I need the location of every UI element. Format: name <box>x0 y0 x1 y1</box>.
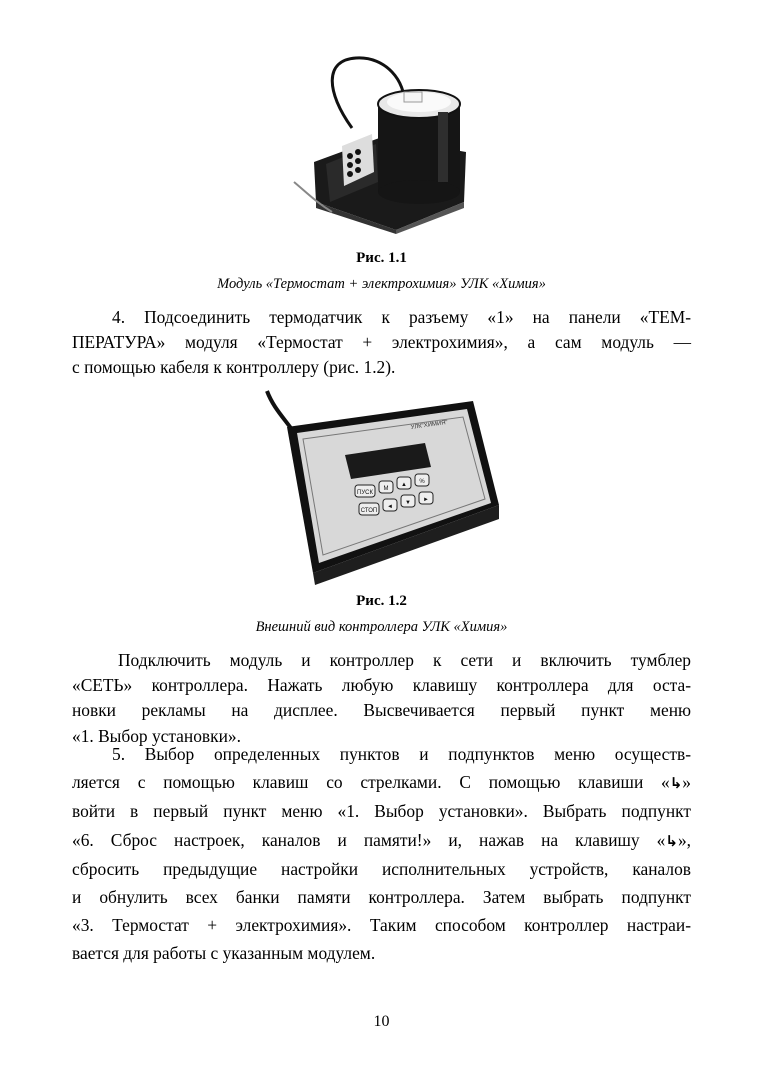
enter-key-icon: ↳ <box>665 831 678 850</box>
paragraph-line: с помощью кабеля к контроллеру (рис. 1.2). <box>72 357 396 378</box>
key-stop: СТОП <box>360 508 378 514</box>
paragraph-line: «1. Выбор установки». <box>72 725 241 746</box>
figure-1-2-caption: Внешний вид контроллера УЛК «Химия» <box>255 619 508 635</box>
page-number: 10 <box>373 1013 390 1030</box>
figure-1-1-thermostat-module-image <box>286 52 484 242</box>
paragraph-line: «СЕТЬ» контроллера. Нажать любую клавишу контроллера для оста- <box>72 675 691 696</box>
paragraph-line: Подключить модуль и контроллер к сети и включить тумблер <box>118 650 691 670</box>
paragraph-connect <box>72 648 691 749</box>
enter-key-icon: ↳ <box>669 774 683 793</box>
text-segment: » <box>682 772 691 793</box>
paragraph-line: вается для работы с указанным модулем. <box>72 943 376 964</box>
key-left: ◄ <box>387 504 393 510</box>
text-segment: «6. Сброс настроек, каналов и памяти!» и, нажав на клавишу « <box>72 829 666 850</box>
paragraph-step-5 <box>72 740 691 968</box>
figure-1-1-caption: Модуль «Термостат + электрохимия» УЛК «Химия» <box>217 276 546 292</box>
paragraph-line: «3. Термостат + электрохимия». Таким способом контроллер настраи- <box>72 915 691 936</box>
figure-1-2-number: Рис. 1.2 <box>356 593 407 609</box>
text-segment: », <box>677 829 691 850</box>
key-up: ▲ <box>401 482 407 488</box>
paragraph-line: сбросить предыдущие настройки исполнительных устройств, каналов <box>72 858 691 879</box>
paragraph-line <box>72 826 691 855</box>
paragraph-line: новки рекламы на дисплее. Высвечивается первый пункт меню <box>72 700 691 721</box>
paragraph-line: и обнулить всех банки памяти контроллера. Затем выбрать подпункт <box>72 887 691 908</box>
figure-1-1-number: Рис. 1.1 <box>356 250 407 266</box>
paragraph-line: 5. Выбор определенных пунктов и подпунктов меню осуществ- <box>112 744 691 764</box>
key-percent: % <box>419 479 425 485</box>
text-segment: ляется с помощью клавиш со стрелками. С помощью клавиши « <box>72 772 670 793</box>
key-right: ► <box>423 497 429 503</box>
paragraph-line: войти в первый пункт меню «1. Выбор установки». Выбрать подпункт <box>72 801 691 822</box>
figure-1-2-controller-image <box>263 387 503 587</box>
paragraph-line <box>72 768 691 797</box>
paragraph-step-4 <box>72 305 691 381</box>
device-label: УЛК"ХИМИЯ" <box>410 419 449 431</box>
paragraph-line: ПЕРАТУРА» модуля «Термостат + электрохимия», а сам модуль — <box>72 332 691 353</box>
key-m: М <box>383 486 389 492</box>
key-start: ПУСК <box>357 490 373 496</box>
key-down: ▼ <box>405 500 411 506</box>
paragraph-line: 4. Подсоединить термодатчик к разъему «1» на панели «ТЕМ- <box>112 307 691 327</box>
